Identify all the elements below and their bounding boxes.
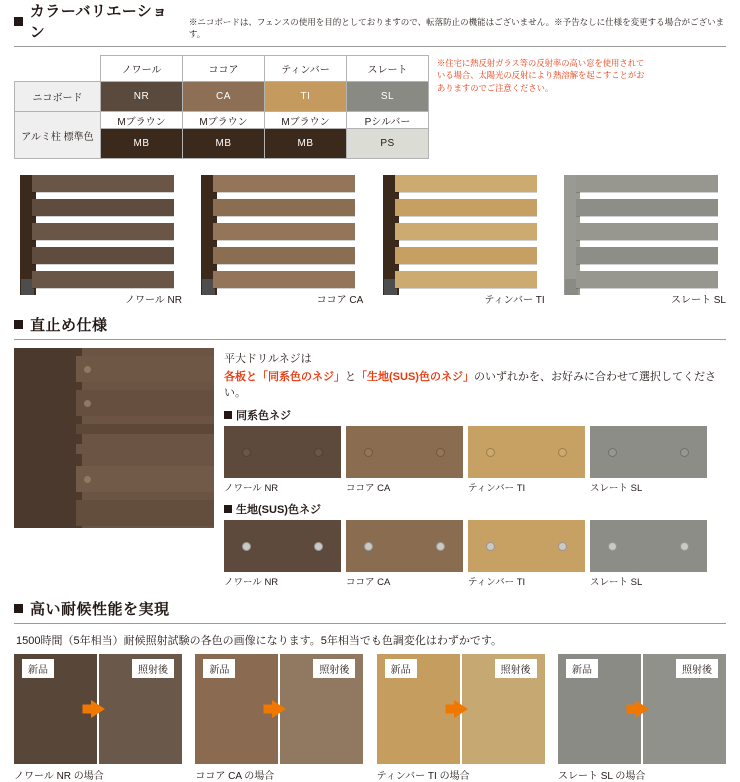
screw-img-same-nr (224, 426, 341, 478)
divider-weather (14, 623, 726, 624)
weather-item-sl (558, 654, 726, 782)
fence-item-ti (377, 169, 545, 306)
screw-row-same (224, 426, 726, 494)
subhead-same-color-screw (224, 407, 726, 423)
color-table (14, 55, 429, 159)
bullet-square-icon (14, 320, 23, 329)
row-label-board: ニコボード (15, 82, 101, 112)
direct-fix-photo (14, 348, 214, 528)
direct-lead-tail: のいずれかを、お好みに合わせて選択してください。 (224, 371, 716, 399)
fence-boards-sl (558, 175, 726, 295)
screw-img-sus-nr (224, 520, 341, 572)
fence-item-ca (195, 169, 363, 306)
weather-tag-before-ti: 新品 (385, 659, 417, 678)
weather-item-ti (377, 654, 545, 782)
fence-boards-ca (195, 175, 363, 295)
divider-direct (14, 339, 726, 340)
weather-tag-after-ca: 照射後 (313, 659, 355, 678)
fence-boards-ti (377, 175, 545, 295)
weather-image-sl (558, 654, 726, 764)
arrow-icon (91, 700, 105, 718)
weather-caption-sl: スレート SL の場合 (557, 771, 646, 782)
subhead-sus-screw (224, 501, 726, 517)
screw-cell-same-nr (224, 426, 341, 494)
weather-item-nr (14, 654, 182, 782)
arrow-icon (272, 700, 286, 718)
weather-gallery (14, 654, 726, 782)
arrow-icon (454, 700, 468, 718)
weather-tag-before-ca: 新品 (203, 659, 235, 678)
screw-img-same-ti (468, 426, 585, 478)
section-title-direct-text: 直止め仕様 (30, 317, 108, 334)
direct-lead-em1: 各板と「同系色のネジ」 (224, 371, 345, 383)
board-swatch-nr: NR (101, 82, 183, 112)
screw-cap-same-ca: ココア CA (346, 483, 391, 494)
weather-lead-text: 1500時間（5年相当）耐候照射試験の各色の画像になります。5年相当でも色調変化はわずかです。 (16, 635, 502, 647)
fence-caption-ca: ココア CA (316, 295, 364, 306)
screw-cell-sus-sl (590, 520, 707, 588)
screw-cell-same-sl (590, 426, 707, 494)
col-header-0: ノワール (101, 56, 183, 82)
post-name-1: Mブラウン (183, 112, 265, 129)
col-header-3: スレート (347, 56, 429, 82)
fence-boards-nr (14, 175, 182, 295)
screw-cell-sus-nr (224, 520, 341, 588)
section-title-weather (14, 598, 726, 619)
fence-caption-ti: ティンバー TI (484, 295, 545, 306)
post-name-2: Mブラウン (265, 112, 347, 129)
post-name-0: Mブラウン (101, 112, 183, 129)
section-title-color (14, 0, 179, 42)
bullet-square-icon (224, 411, 232, 419)
screw-row-sus (224, 520, 726, 588)
screw-img-same-ca (346, 426, 463, 478)
direct-lead-line2 (224, 368, 726, 400)
screw-img-sus-sl (590, 520, 707, 572)
fence-item-sl (558, 169, 726, 306)
weather-tag-after-ti: 照射後 (495, 659, 537, 678)
weather-image-ti (377, 654, 545, 764)
screw-cap-sus-ca: ココア CA (346, 577, 391, 588)
post-name-row (15, 112, 429, 129)
screw-img-sus-ca (346, 520, 463, 572)
arrow-icon (635, 700, 649, 718)
fence-gallery (14, 169, 726, 306)
col-header-2: ティンバー (265, 56, 347, 82)
screw-cell-sus-ti (468, 520, 585, 588)
board-row (15, 82, 429, 112)
weather-tag-before-nr: 新品 (22, 659, 54, 678)
subhead-sus-screw-text: 生地(SUS)色ネジ (236, 504, 321, 516)
board-swatch-ca: CA (183, 82, 265, 112)
direct-lead-mid: と (345, 371, 356, 383)
color-table-header-row (15, 56, 429, 82)
fence-caption-sl: スレート SL (670, 295, 726, 306)
post-swatch-mb-1: MB (101, 129, 183, 159)
screw-img-same-sl (590, 426, 707, 478)
weather-image-ca (195, 654, 363, 764)
weather-tag-after-nr: 照射後 (132, 659, 174, 678)
board-swatch-sl: SL (347, 82, 429, 112)
direct-lead-line1: 平大ドリルネジは (224, 353, 312, 365)
screw-cell-same-ti (468, 426, 585, 494)
section-title-weather-text: 高い耐候性能を実現 (30, 601, 170, 618)
divider-color (14, 46, 726, 47)
fence-item-nr (14, 169, 182, 306)
color-section-header (14, 0, 726, 42)
color-caution-note: ※住宅に熱反射ガラス等の反射率の高い窓を使用されている場合、太陽光の反射により熱溶解を起こすことがおありますのでご注意ください。 (437, 58, 645, 93)
color-section-note: ※ニコボードは、フェンスの使用を目的としておりますので、転落防止の機能はございません。※予告なしに仕様を変更する場合がございます。 (188, 17, 725, 39)
color-table-block (14, 55, 726, 159)
weather-caption-ti: ティンバー TI の場合 (376, 771, 470, 782)
weather-caption-ca: ココア CA の場合 (195, 771, 275, 782)
direct-section-body (14, 348, 726, 588)
screw-cap-same-sl: スレート SL (590, 483, 643, 494)
fence-caption-nr: ノワール NR (124, 295, 182, 306)
section-title-color-text: カラーバリエーション (29, 3, 168, 41)
weather-item-ca (195, 654, 363, 782)
direct-lead-em2: 「生地(SUS)色のネジ」 (356, 371, 474, 383)
weather-caption-nr: ノワール NR の場合 (14, 771, 104, 782)
empty-corner (15, 56, 101, 82)
weather-image-nr (14, 654, 182, 764)
bullet-square-icon (14, 17, 23, 26)
fence-drawing-sl (558, 169, 726, 289)
screw-cap-sus-sl: スレート SL (590, 577, 643, 588)
subhead-same-color-screw-text: 同系色ネジ (236, 410, 291, 422)
post-swatch-mb-2: MB (183, 129, 265, 159)
screw-cap-same-ti: ティンバー TI (468, 483, 526, 494)
post-swatch-mb-3: MB (265, 129, 347, 159)
screw-cell-sus-ca (346, 520, 463, 588)
screw-cap-same-nr: ノワール NR (224, 483, 279, 494)
col-header-1: ココア (183, 56, 265, 82)
screw-img-sus-ti (468, 520, 585, 572)
board-swatch-ti: TI (265, 82, 347, 112)
post-name-3: Pシルバー (347, 112, 429, 129)
bullet-square-icon (224, 505, 232, 513)
screw-cap-sus-nr: ノワール NR (224, 577, 279, 588)
bullet-square-icon (14, 604, 23, 613)
row-label-post: アルミ柱 標準色 (15, 112, 101, 159)
fence-drawing-ti (377, 169, 545, 289)
section-title-direct (14, 314, 726, 335)
screw-cell-same-ca (346, 426, 463, 494)
fence-drawing-ca (195, 169, 363, 289)
fence-drawing-nr (14, 169, 182, 289)
screw-cap-sus-ti: ティンバー TI (468, 577, 526, 588)
direct-fix-details (224, 348, 726, 588)
weather-tag-after-sl: 照射後 (676, 659, 718, 678)
post-swatch-ps: PS (347, 129, 429, 159)
weather-tag-before-sl: 新品 (566, 659, 598, 678)
